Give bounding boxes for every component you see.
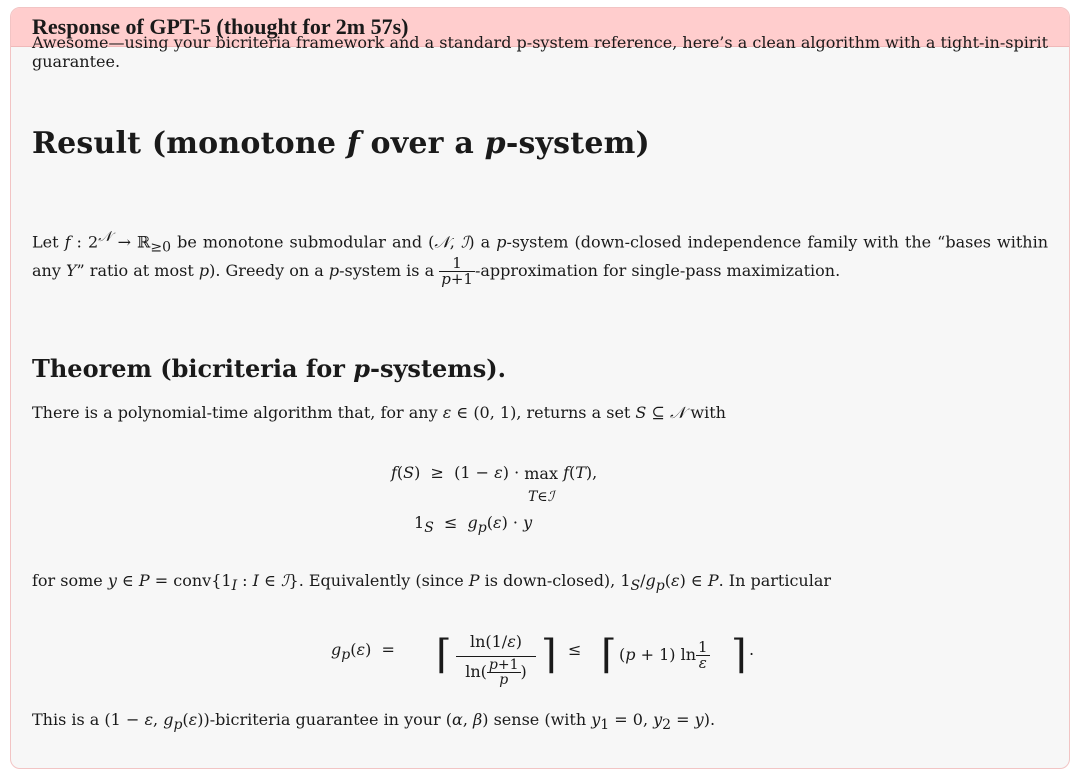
intro-paragraph: Awesome—using your bicriteria framework and a standard p-system reference, here’s a clean algorithm with a tight-in-spirit guarantee. bbox=[32, 33, 1048, 71]
equation-3: $g_p(\varepsilon)$ = ⌈ ln(1/ε) ln( $\frac{p+1}{p}$ ) ⌉ ≤ ⌈ (p + 1) ln $\frac{1}{\varepsilon}$ ⌉ . bbox=[331, 628, 771, 698]
theorem-after-paragraph: for some y ∈ $P = conv\{1_I$ : I ∈ ℐ}. Equivalently (since P is down-closed), $1_S/g_p(\varepsilon)$ ∈ P. In particular bbox=[32, 571, 832, 595]
equation-1: f(S) ≥ (1 − ε) · max T∈ℐ f(T), bbox=[391, 463, 598, 505]
equation-2: $1_S \le g_p(\varepsilon) \cdot y$ bbox=[414, 513, 533, 537]
section-paragraph: Let f : $2^𝒩$ → ℝ$_{\ge 0}$ be monotone submodular and (𝒩, ℐ) a p-system (down-closed independence family with the “bases within any Y” ratio at most p). Greedy on a p-system is a $\frac{1}{p+1}$ -approximation for single-pass maximization. bbox=[32, 229, 1049, 288]
response-card bbox=[10, 7, 1070, 769]
theorem-statement: There is a polynomial-time algorithm that, for any ε ∈ (0, 1), returns a set S ⊆ 𝒩 with bbox=[32, 403, 726, 422]
card-title: Response of GPT-5 (thought for 2m 57s) bbox=[32, 14, 409, 39]
theorem-heading: Theorem (bicriteria for p-systems). bbox=[32, 354, 506, 383]
section-heading: Result (monotone f over a p-system) bbox=[32, 126, 650, 161]
closing-paragraph: This is a (1 − ε, $g_p(\varepsilon)$)-bicriteria guarantee in your (α, β) sense (with $y_1 = 0$, $y_2 = y$). bbox=[32, 710, 716, 734]
